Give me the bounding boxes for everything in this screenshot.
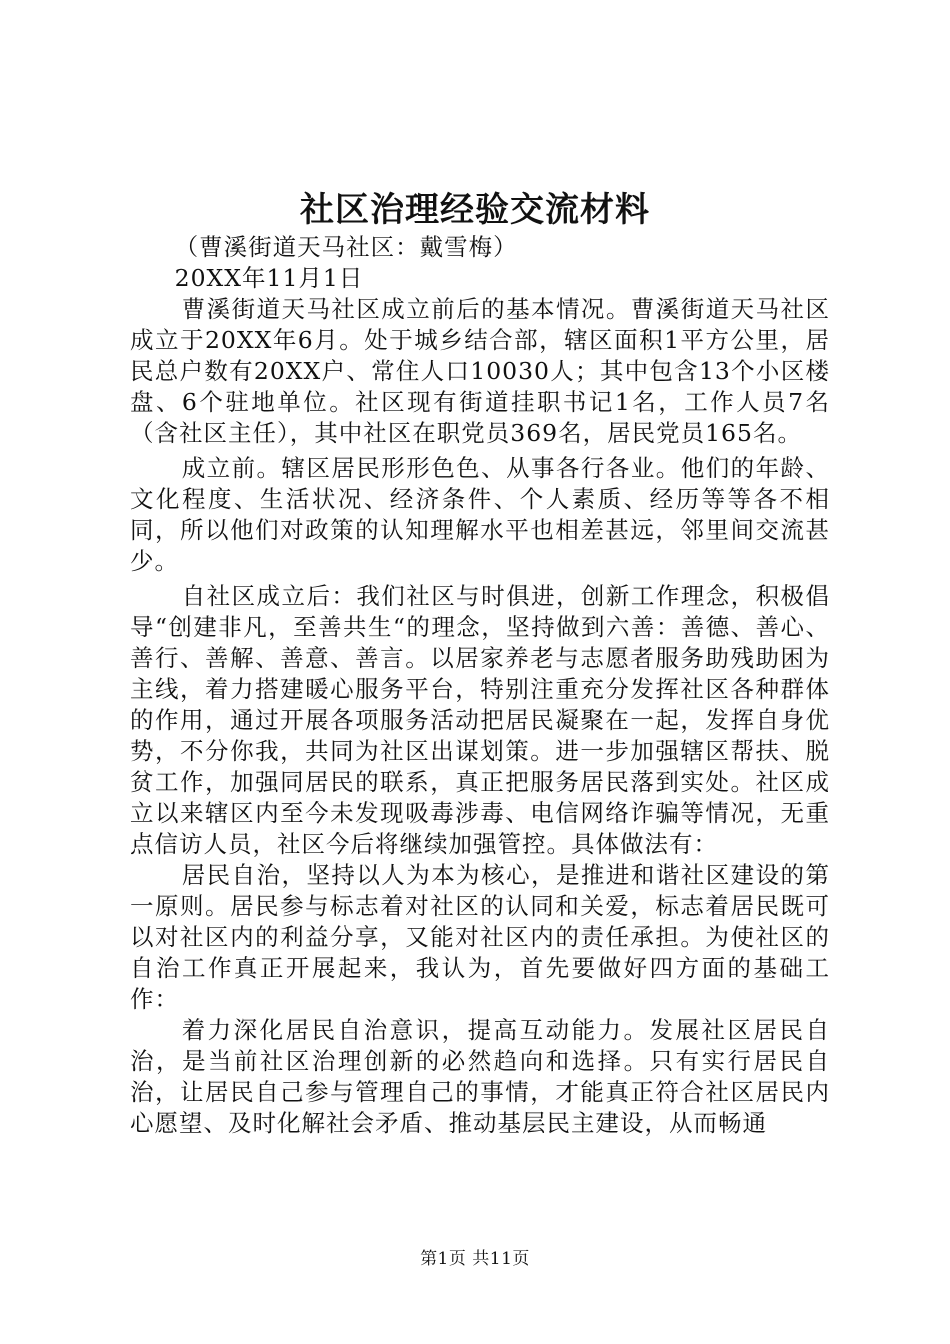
document-title: 社区治理经验交流材料: [300, 190, 650, 230]
paragraph-background: 曹溪街道天马社区成立前后的基本情况。曹溪街道天马社区成立于20XX年6月。处于城乡结合部，辖区面积1平方公里，居民总户数有20XX户、常住人口10030人；其中包含13个小区楼盘、6个驻地单位。社区现有街道挂职书记1名，工作人员7名（含社区主任），其中社区在职党员369名，居民党员165名。: [130, 295, 830, 447]
page-footer: 第1页 共11页: [420, 1249, 530, 1269]
author-line: （曹溪街道天马社区：戴雪梅）: [174, 233, 518, 261]
paragraph-after: 自社区成立后：我们社区与时俱进，创新工作理念，积极倡导“创建非凡，至善共生“的理念，坚持做到六善：善德、善心、善行、善解、善意、善言。以居家养老与志愿者服务助残助困为主线，着力搭建暖心服务平台，特别注重充分发挥社区各种群体的作用，通过开展各项服务活动把居民凝聚在一起，发挥自身优势，不分你我，共同为社区出谋划策。进一步加强辖区帮扶、脱贫工作，加强同居民的联系，真正把服务居民落到实处。社区成立以来辖区内至今未发现吸毒涉毒、电信网络诈骗等情况，无重点信访人员，社区今后将继续加强管控。具体做法有：: [130, 582, 830, 858]
paragraph-awareness: 着力深化居民自治意识，提高互动能力。发展社区居民自治，是当前社区治理创新的必然趋向和选择。只有实行居民自治，让居民自己参与管理自己的事情，才能真正符合社区居民内心愿望、及时化解社会矛盾、推动基层民主建设，从而畅通: [130, 1016, 830, 1137]
date-line: 20XX年11月1日: [174, 264, 364, 292]
paragraph-self-governance: 居民自治，坚持以人为本为核心，是推进和谐社区建设的第一原则。居民参与标志着对社区的认同和关爱，标志着居民既可以对社区内的利益分享，又能对社区内的责任承担。为使社区的自治工作真正开展起来，我认为，首先要做好四方面的基础工作：: [130, 861, 830, 1013]
paragraph-before: 成立前。辖区居民形形色色、从事各行各业。他们的年龄、文化程度、生活状况、经济条件、个人素质、经历等等各不相同，所以他们对政策的认知理解水平也相差甚远，邻里间交流甚少。: [130, 454, 830, 575]
document-body: [130, 232, 830, 1139]
